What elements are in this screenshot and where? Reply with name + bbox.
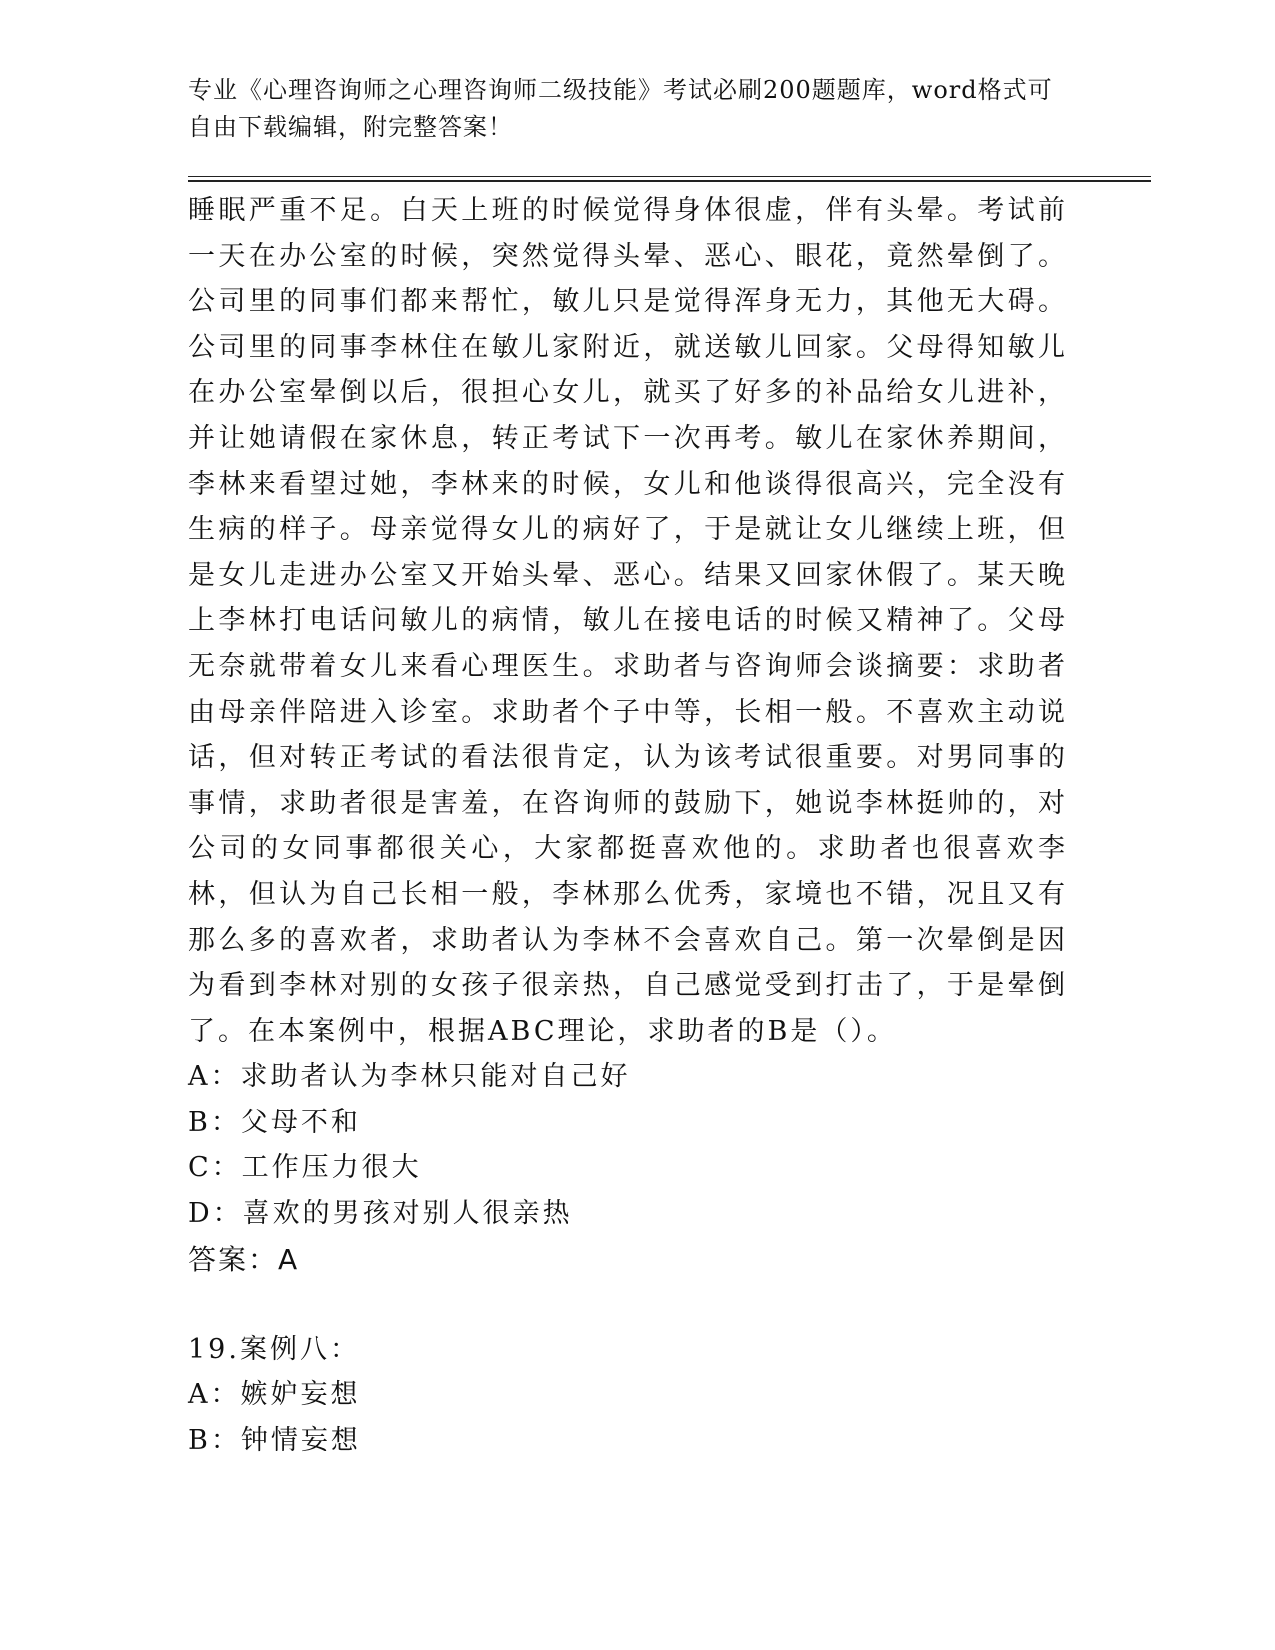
- question-19: [188, 1327, 1068, 1464]
- header-divider-thin: [188, 176, 1151, 177]
- page-header: 专业《心理咨询师之心理咨询师二级技能》考试必刷200题题库，word格式可自由下载编辑，附完整答案！: [188, 76, 1053, 141]
- header-divider-thick: [188, 180, 1151, 182]
- question-stem: 睡眠严重不足。白天上班的时候觉得身体很虚，伴有头晕。考试前一天在办公室的时候，突然觉得头晕、恶心、眼花，竟然晕倒了。公司里的同事们都来帮忙，敏儿只是觉得浑身无力，其他无大碍。公司里的同事李林住在敏儿家附近，就送敏儿回家。父母得知敏儿在办公室晕倒以后，很担心女儿，就买了好多的补品给女儿进补，并让她请假在家休息，转正考试下一次再考。敏儿在家休养期间，李林来看望过她，李林来的时候，女儿和他谈得很高兴，完全没有生病的样子。母亲觉得女儿的病好了，于是就让女儿继续上班，但是女儿走进办公室又开始头晕、恶心。结果又回家休假了。某天晚上李林打电话问敏儿的病情，敏儿在接电话的时候又精神了。父母无奈就带着女儿来看心理医生。求助者与咨询师会谈摘要：求助者由母亲伴陪进入诊室。求助者个子中等，长相一般。不喜欢主动说话，但对转正考试的看法很肯定，认为该考试很重要。对男同事的事情，求助者很是害羞，在咨询师的鼓励下，她说李林挺帅的，对公司的女同事都很关心，大家都挺喜欢他的。求助者也很喜欢李林，但认为自己长相一般，李林那么优秀，家境也不错，况且又有那么多的喜欢者，求助者认为李林不会喜欢自己。第一次晕倒是因为看到李林对别的女孩子很亲热，自己感觉受到打击了，于是晕倒了。在本案例中，根据ABC理论，求助者的B是（）。: [188, 195, 1068, 1047]
- option-a: A：嫉妒妄想: [188, 1379, 361, 1411]
- option-b: B：父母不和: [188, 1106, 361, 1138]
- question-18: [188, 188, 1068, 1283]
- option-d: D：喜欢的男孩对别人很亲热: [188, 1198, 573, 1230]
- option-c: C：工作压力很大: [188, 1152, 422, 1184]
- question-title: 19.案例八：: [188, 1333, 360, 1365]
- answer-line: 答案：A: [188, 1242, 300, 1276]
- option-a: A：求助者认为李林只能对自己好: [188, 1061, 631, 1093]
- question-spacer: [188, 1283, 1068, 1327]
- document-body: [188, 188, 1068, 1463]
- option-b: B：钟情妄想: [188, 1424, 361, 1456]
